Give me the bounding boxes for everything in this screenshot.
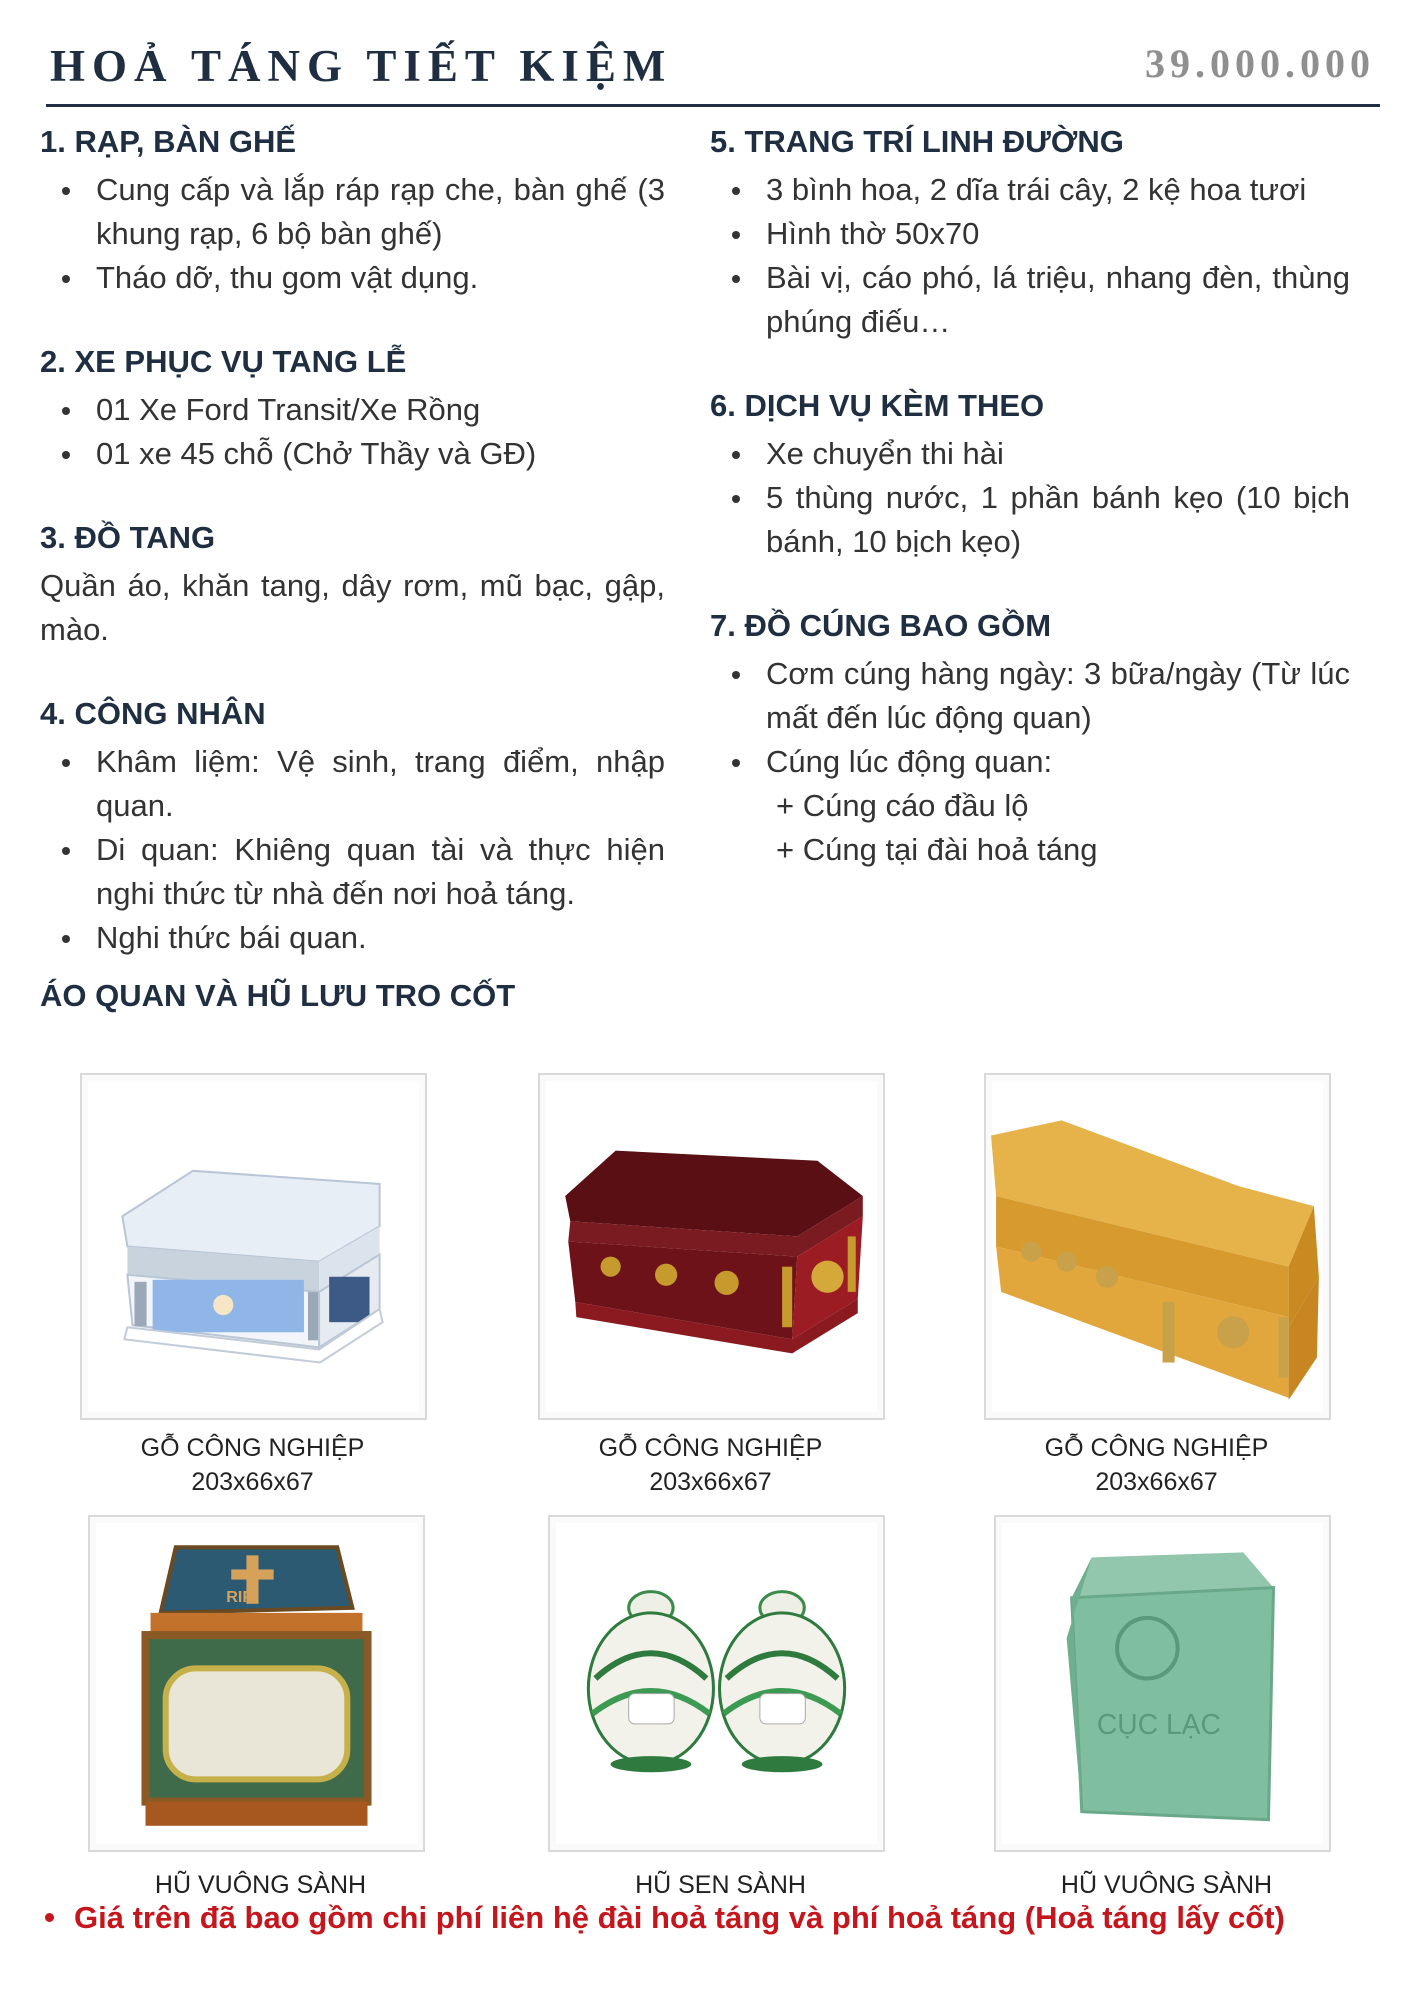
- rip-urn-image: [90, 1517, 423, 1850]
- package-price: 39.000.000: [1145, 41, 1375, 86]
- urn-label-text: CỤC LẠC: [1096, 1707, 1221, 1740]
- list-item: Di quan: Khiêng quan tài và thực hiện nghi thức từ nhà đến nơi hoả táng.: [40, 828, 665, 916]
- product-image-frame: [548, 1515, 885, 1852]
- red-coffin-image: [540, 1075, 883, 1418]
- section-text: Quần áo, khăn tang, dây rơm, mũ bạc, gập, mào.: [40, 568, 665, 647]
- lotus-urn-image: [550, 1517, 883, 1850]
- list-item: 01 xe 45 chỗ (Chở Thầy và GĐ): [40, 432, 665, 476]
- section-offerings: [710, 606, 1350, 872]
- section-title: 7. ĐỒ CÚNG BAO GỒM: [710, 608, 1052, 643]
- list-item: Nghi thức bái quan.: [40, 916, 665, 960]
- product-size: 203x66x67: [1095, 1468, 1218, 1496]
- product-image-frame: [994, 1515, 1331, 1852]
- product-card-square-urn-rip: [88, 1515, 433, 1899]
- sub-list-item: + Cúng cáo đầu lộ: [776, 788, 1029, 823]
- lotus-urn-right: [720, 1592, 845, 1773]
- product-name: GỖ CÔNG NGHIỆP: [140, 1434, 365, 1462]
- section-workers: [40, 694, 665, 960]
- product-card-celadon-urn: [994, 1515, 1339, 1899]
- list-item: Tháo dỡ, thu gom vật dụng.: [40, 256, 665, 300]
- list-item: 01 Xe Ford Transit/Xe Rồng: [40, 388, 665, 432]
- product-card-white-coffin: [80, 1073, 425, 1496]
- price-note-text: Giá trên đã bao gồm chi phí liên hệ đài hoả táng và phí hoả táng (Hoả táng lấy cốt): [74, 1900, 1285, 1935]
- page-title: HOẢ TÁNG TIẾT KIỆM: [50, 41, 673, 91]
- product-name: HŨ VUÔNG SÀNH: [154, 1871, 367, 1899]
- section-extra-services: [710, 386, 1350, 564]
- product-size: 203x66x67: [649, 1468, 772, 1496]
- list-item: Hình thờ 50x70: [710, 212, 1350, 256]
- product-size: 203x66x67: [191, 1468, 314, 1496]
- bullet-icon: [45, 1913, 54, 1922]
- section-altar-decoration: [710, 122, 1350, 344]
- product-image-frame: [88, 1515, 425, 1852]
- section-title: 1. RẠP, BÀN GHẾ: [40, 124, 297, 159]
- list-item: Bài vị, cáo phó, lá triệu, nhang đèn, thùng phúng điếu…: [710, 256, 1350, 344]
- product-card-red-coffin: [538, 1073, 883, 1496]
- section-title: 3. ĐỒ TANG: [40, 520, 216, 555]
- section-title: 5. TRANG TRÍ LINH ĐƯỜNG: [710, 124, 1124, 159]
- product-name: GỖ CÔNG NGHIỆP: [598, 1434, 823, 1462]
- white-coffin-image: [82, 1075, 425, 1418]
- left-column: [40, 122, 665, 1002]
- list-item: Xe chuyển thi hài: [710, 432, 1350, 476]
- section-mourning-attire: [40, 518, 665, 652]
- product-name: HŨ SEN SÀNH: [635, 1871, 806, 1899]
- product-image-frame: [538, 1073, 885, 1420]
- section-tent-tables: [40, 122, 665, 300]
- oak-coffin-image: [986, 1075, 1329, 1418]
- lotus-urn-left: [588, 1592, 713, 1773]
- product-image-frame: [984, 1073, 1331, 1420]
- list-item: Cúng lúc động quan:: [710, 740, 1350, 784]
- section-title: 4. CÔNG NHÂN: [40, 696, 266, 731]
- header-divider: [46, 104, 1380, 107]
- rip-text: RIP: [226, 1587, 254, 1606]
- product-card-lotus-urn: [548, 1515, 893, 1899]
- celadon-urn-image: [996, 1517, 1329, 1850]
- price-note: [45, 1900, 1385, 1936]
- list-item: Khâm liệm: Vệ sinh, trang điểm, nhập quan.: [40, 740, 665, 828]
- right-column: [710, 122, 1350, 914]
- list-item: 3 bình hoa, 2 dĩa trái cây, 2 kệ hoa tươi: [710, 168, 1350, 212]
- section-title: 6. DỊCH VỤ KÈM THEO: [710, 388, 1045, 423]
- product-name: GỖ CÔNG NGHIỆP: [1044, 1434, 1269, 1462]
- section-vehicles: [40, 342, 665, 476]
- list-item: Cơm cúng hàng ngày: 3 bữa/ngày (Từ lúc mất đến lúc động quan): [710, 652, 1350, 740]
- sub-list-item: + Cúng tại đài hoả táng: [776, 832, 1098, 867]
- section-title: 2. XE PHỤC VỤ TANG LỄ: [40, 344, 407, 379]
- list-item: 5 thùng nước, 1 phần bánh kẹo (10 bịch bánh, 10 bịch kẹo): [710, 476, 1350, 564]
- product-name: HŨ VUÔNG SÀNH: [1060, 1871, 1273, 1899]
- page-header: [50, 40, 1375, 106]
- product-card-oak-coffin: [984, 1073, 1329, 1496]
- products-section-title: ÁO QUAN VÀ HŨ LƯU TRO CỐT: [40, 978, 516, 1013]
- list-item: Cung cấp và lắp ráp rạp che, bàn ghế (3 khung rạp, 6 bộ bàn ghế): [40, 168, 665, 256]
- product-image-frame: [80, 1073, 427, 1420]
